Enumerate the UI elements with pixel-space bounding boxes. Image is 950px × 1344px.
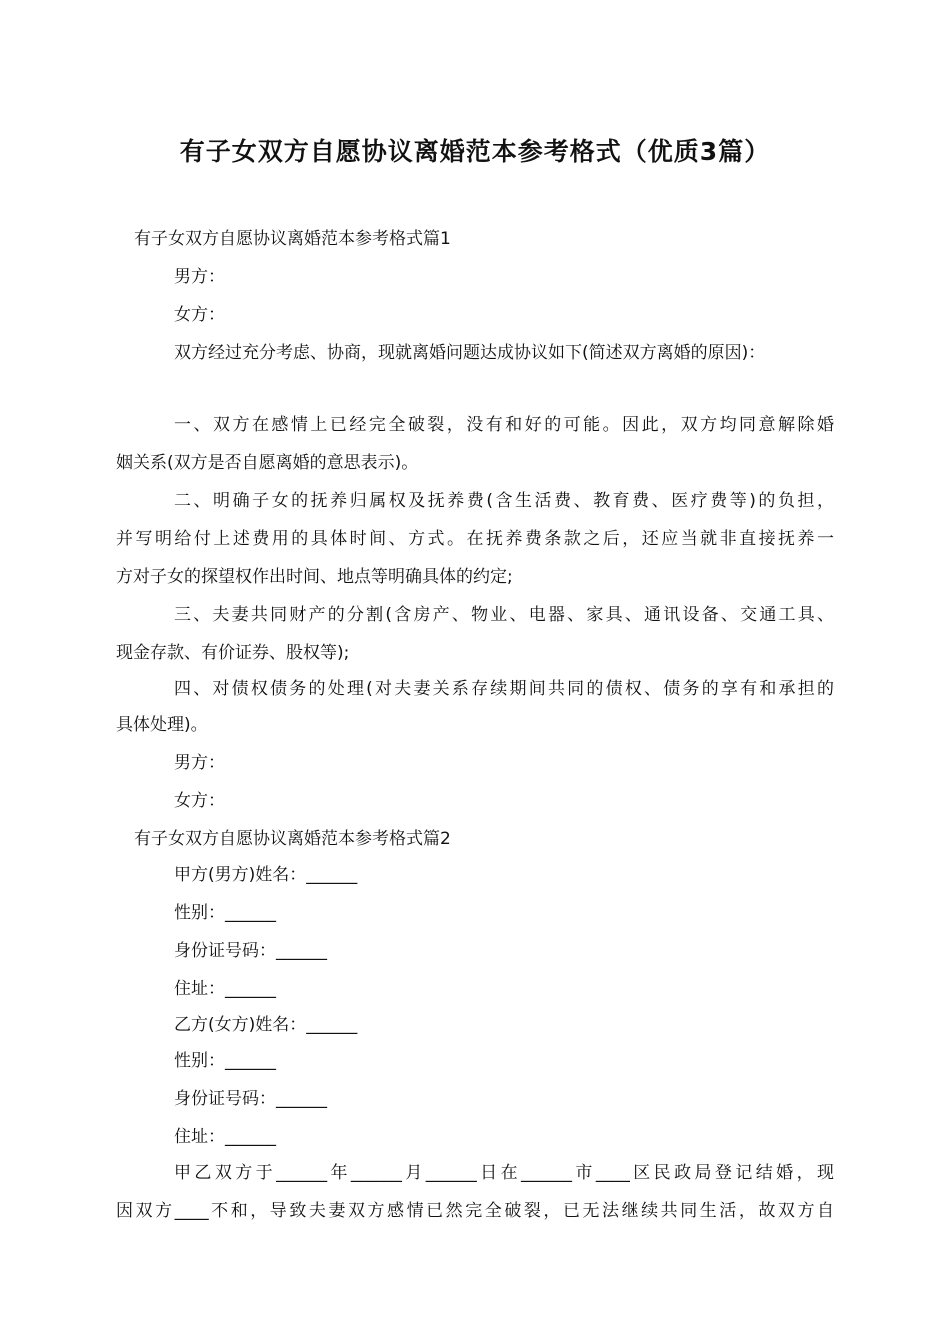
item-3-line-1: 三、夫妻共同财产的分割(含房产、物业、电器、家具、通讯设备、交通工具、 — [174, 605, 834, 625]
marriage-paragraph-line-2: 因双方____不和，导致夫妻双方感情已然完全破裂，已无法继续共同生活，故双方自 — [116, 1201, 834, 1221]
section-heading-1: 有子女双方自愿协议离婚范本参考格式篇1 — [134, 229, 451, 249]
female-signature-label: 女方： — [174, 791, 225, 811]
party-b-gender: 性别：______ — [174, 1051, 276, 1071]
party-a-address: 住址：______ — [174, 979, 276, 999]
party-b-id: 身份证号码：______ — [174, 1089, 327, 1109]
item-4-line-1: 四、对债权债务的处理(对夫妻关系存续期间共同的债权、债务的享有和承担的 — [174, 679, 834, 699]
item-2-line-1: 二、明确子女的抚养归属权及抚养费(含生活费、教育费、医疗费等)的负担， — [174, 491, 834, 511]
item-4-line-2: 具体处理)。 — [116, 715, 208, 735]
party-b-name: 乙方(女方)姓名：______ — [174, 1015, 358, 1035]
item-2-line-3: 方对子女的探望权作出时间、地点等明确具体的约定; — [116, 567, 513, 587]
document-title: 有子女双方自愿协议离婚范本参考格式（优质3篇） — [179, 137, 771, 166]
female-label: 女方： — [174, 305, 225, 325]
male-label: 男方： — [174, 267, 225, 287]
party-a-gender: 性别：______ — [174, 903, 276, 923]
party-a-id: 身份证号码：______ — [174, 941, 327, 961]
item-1-line-1: 一、双方在感情上已经完全破裂，没有和好的可能。因此，双方均同意解除婚 — [174, 415, 834, 435]
item-1-line-2: 姻关系(双方是否自愿离婚的意思表示)。 — [116, 453, 419, 473]
party-a-name: 甲方(男方)姓名：______ — [174, 865, 358, 885]
intro-paragraph: 双方经过充分考虑、协商，现就离婚问题达成协议如下(简述双方离婚的原因)： — [174, 343, 766, 363]
item-2-line-2: 并写明给付上述费用的具体时间、方式。在抚养费条款之后，还应当就非直接抚养一 — [116, 529, 834, 549]
item-3-line-2: 现金存款、有价证券、股权等); — [116, 643, 350, 663]
party-b-address: 住址：______ — [174, 1127, 276, 1147]
male-signature-label: 男方： — [174, 753, 225, 773]
marriage-paragraph-line-1: 甲乙双方于______年______月______日在______市____区民政局登记结婚，现 — [174, 1163, 834, 1183]
section-heading-2: 有子女双方自愿协议离婚范本参考格式篇2 — [134, 829, 451, 849]
